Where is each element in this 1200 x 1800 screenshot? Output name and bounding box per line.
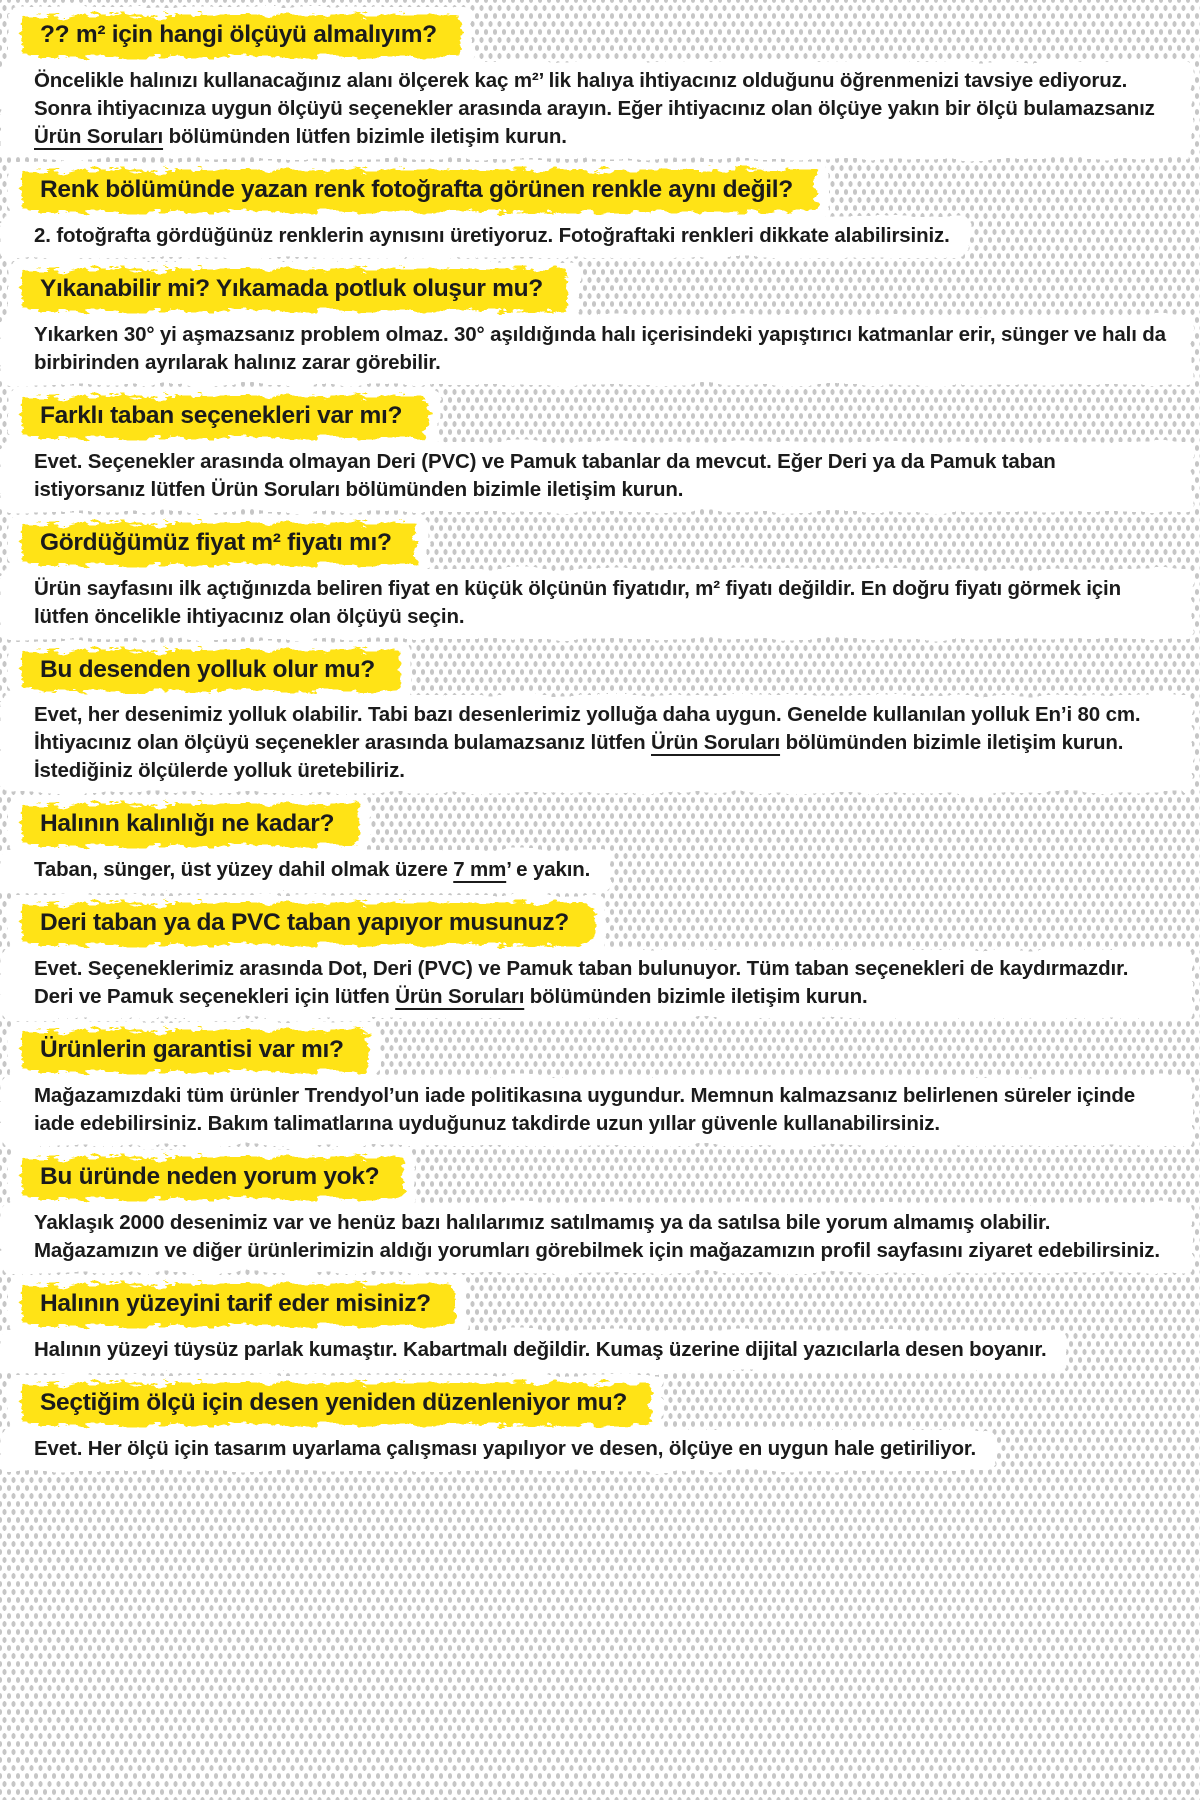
faq-question-highlight — [34, 171, 807, 211]
answer-text: Öncelikle halınızı kullanacağınız alanı ölçerek kaç m²’ lik halıya ihtiyacınız olduğunu öğrenmenizi tavsiye ediyoruz. Sonra ihtiyacınıza uygun ölçüyü seçenekler arasında arayın. Eğer ihtiyacınız olan ölçüye yakın bir ölçü bulamazsanız — [34, 68, 1155, 120]
faq-section — [34, 171, 1172, 250]
faq-question-highlight — [34, 16, 451, 56]
faq-question-highlight — [34, 1158, 393, 1198]
highlighter-stroke — [34, 1285, 445, 1325]
highlighter-stroke — [34, 1384, 641, 1424]
answer-text: 2. fotoğrafta gördüğünüz renklerin aynısını üretiyoruz. Fotoğraftaki renkleri dikkate alabilirsiniz. — [34, 223, 950, 247]
faq-question-text: Bu desenden yolluk olur mu? — [40, 655, 375, 683]
answer-text: bölümünden lütfen bizimle iletişim kurun. — [163, 124, 567, 148]
faq-answer — [34, 67, 1172, 151]
answer-text: Taban, sünger, üst yüzey dahil olmak üzere — [34, 858, 454, 882]
answer-text: Ürün sayfasını ilk açtığınızda beliren fiyat en küçük ölçünün fiyatıdır, m² fiyatı değildir. En doğru fiyatı görmek için lütfen öncelikle ihtiyacınız olan ölçüyü seçin. — [34, 576, 1121, 628]
highlighter-stroke — [34, 651, 389, 691]
answer-text: Evet. Seçenekler arasında olmayan Deri (PVC) ve Pamuk tabanlar da mevcut. Eğer Deri ya da Pamuk taban istiyorsanız lütfen Ürün Soruları bölümünden bizimle iletişim kurun. — [34, 449, 1056, 501]
faq-question-highlight — [34, 1031, 358, 1071]
underlined-text: Ürün Soruları — [34, 124, 164, 148]
answer-text: Yıkarken 30° yi aşmazsanız problem olmaz. 30° aşıldığında halı içerisindeki yapıştırıcı katmanlar erir, sünger ve halı da birbirinden ayrılarak halınız zarar görebilir. — [34, 322, 1166, 374]
answer-text: Halının yüzeyi tüysüz parlak kumaştır. Kabartmalı değildir. Kumaş üzerine dijital yazıcılarla desen boyanır. — [34, 1337, 1047, 1361]
faq-question-text: Bu üründe neden yorum yok? — [40, 1163, 380, 1191]
faq-question-highlight — [34, 524, 406, 564]
answer-text: Yaklaşık 2000 desenimiz var ve henüz bazı halılarımız satılmamış ya da satılsa bile yorum almamış olabilir. Mağazamızın ve diğer ürünlerimizin aldığı yorumları görebilmek için mağazamızın profil sayfasını ziyaret edebilirsiniz. — [34, 1211, 1160, 1263]
faq-section — [34, 16, 1172, 151]
faq-question-highlight — [34, 651, 389, 691]
faq-answer — [34, 321, 1172, 377]
faq-section — [34, 1158, 1172, 1265]
highlighter-stroke — [34, 1031, 358, 1071]
highlighter-stroke — [34, 805, 348, 845]
underlined-text: Ürün Soruları — [395, 985, 525, 1009]
faq-section — [34, 1384, 1172, 1463]
faq-question-highlight — [34, 270, 557, 310]
highlighter-stroke — [34, 524, 406, 564]
faq-question-text: Halının yüzeyini tarif eder misiniz? — [40, 1290, 431, 1318]
faq-question-text: Renk bölümünde yazan renk fotoğrafta görünen renkle aynı değil? — [40, 175, 793, 203]
faq-section — [34, 904, 1172, 1011]
faq-section — [34, 805, 1172, 884]
highlighter-stroke — [34, 16, 451, 56]
faq-question-highlight — [34, 904, 583, 944]
faq-question-text: Halının kalınlığı ne kadar? — [40, 810, 335, 838]
faq-section — [34, 397, 1172, 504]
faq-question-highlight — [34, 805, 348, 845]
answer-text: ’ e yakın. — [506, 858, 591, 882]
faq-question-highlight — [34, 1285, 445, 1325]
faq-question-highlight — [34, 1384, 641, 1424]
faq-section — [34, 1285, 1172, 1364]
highlighter-stroke — [34, 397, 416, 437]
answer-text: Evet. Her ölçü için tasarım uyarlama çalışması yapılıyor ve desen, ölçüye en uygun hale getiriliyor. — [34, 1436, 977, 1460]
highlighter-stroke — [34, 1158, 393, 1198]
highlighter-stroke — [34, 904, 583, 944]
faq-question-text: Seçtiğim ölçü için desen yeniden düzenleniyor mu? — [40, 1388, 628, 1416]
faq-answer — [34, 448, 1172, 504]
faq-question-text: Yıkanabilir mi? Yıkamada potluk oluşur mu? — [40, 274, 543, 302]
faq-answer — [34, 955, 1172, 1011]
faq-answer — [34, 856, 590, 884]
answer-text: Mağazamızdaki tüm ürünler Trendyol’un iade politikasına uygundur. Memnun kalmazsanız belirlenen süreler içinde iade edebilirsiniz. Bakım talimatlarına uyduğunuz takdirde uzun yıllar güvenle kullanabilirsiniz. — [34, 1084, 1136, 1136]
faq-answer — [34, 1435, 976, 1463]
highlighter-stroke — [34, 270, 557, 310]
faq-answer — [34, 222, 950, 250]
faq-answer — [34, 575, 1172, 631]
faq-answer — [34, 701, 1172, 785]
answer-text: Evet. Seçeneklerimiz arasında Dot, Deri (PVC) ve Pamuk taban bulunuyor. Tüm taban seçenekleri de kaydırmazdır. Deri ve Pamuk seçenekleri için lütfen — [34, 957, 1129, 1009]
faq-question-highlight — [34, 397, 416, 437]
faq-question-text: Farklı taban seçenekleri var mı? — [40, 401, 403, 429]
underlined-text: Ürün Soruları — [651, 731, 781, 755]
faq-answer — [34, 1082, 1172, 1138]
faq-section — [34, 1031, 1172, 1138]
underlined-text: 7 mm — [453, 858, 507, 882]
faq-question-text: Ürünlerin garantisi var mı? — [40, 1036, 344, 1064]
answer-text: Evet, her desenimiz yolluk olabilir. Tabi bazı desenlerimiz yolluğa daha uygun. Genelde kullanılan yolluk En’i 80 cm. İhtiyacınız olan ölçüyü seçenekler arasında bulamazsanız lütfen — [34, 703, 1141, 755]
faq-question-text: Gördüğümüz fiyat m² fiyatı mı? — [40, 528, 392, 556]
faq-question-text: Deri taban ya da PVC taban yapıyor musunuz? — [40, 909, 569, 937]
answer-text: bölümünden bizimle iletişim kurun. — [524, 985, 868, 1009]
answer-text: bölümünden bizimle iletişim kurun. İstediğiniz ölçülerde yolluk üretebiliriz. — [34, 731, 1124, 783]
faq-answer — [34, 1209, 1172, 1265]
faq-answer — [34, 1336, 1047, 1364]
faq-question-text: ?? m² için hangi ölçüyü almalıyım? — [40, 21, 437, 48]
faq-section — [34, 270, 1172, 377]
faq-section — [34, 524, 1172, 631]
highlighter-stroke — [34, 171, 807, 211]
faq-section — [34, 651, 1172, 786]
